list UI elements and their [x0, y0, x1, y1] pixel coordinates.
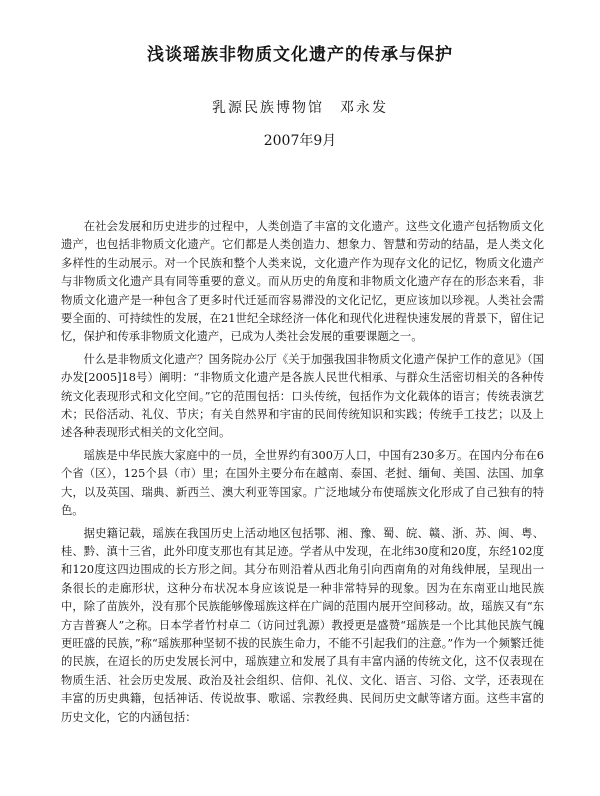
article-title: 浅谈瑶族非物质文化遗产的传承与保护 [147, 45, 453, 65]
paragraph-history: 据史籍记载，瑶族在我国历史上活动地区包括鄂、湘、豫、蜀、皖、赣、浙、苏、闽、粤、桂、黔、滇十三省，此外印度支那也有其足迹。学者从中发现，在北纬30度和20度，东经102度和120度这四边围成的长方形之间。其分布则沿着从西北角引向西南角的对角线伸展，呈现出一条很长的走廊形状，这种分布状况本身应该说是一种非常特异的现象。因为在东南亚山地民族中，除了苗族外，没有那个民族能够像瑶族这样在广阔的范围内展开空间移动。故，瑶族又有“东方吉普赛人”之称。日本学者竹村卓二（访问过乳源）教授更是盛赞“瑶族是一个比其他民族气魄更旺盛的民族，”称“瑶族那种坚韧不拔的民族生命力，不能不引起我们的注意。”作为一个频繁迁徙的民族，在迢长的历史发展长河中，瑶族建立和发展了具有丰富内涵的传统文化，这不仅表现在物质生活、社会历史发展、政治及社会组织、信仰、礼仪、文化、语言、习俗、文学，还表现在丰富的历史典籍，包括神话、传说故事、歌谣、宗教经典、民间历史文献等诸方面。这些丰富的历史文化，它的内涵包括： [61, 526, 544, 724]
paragraph-intro: 在社会发展和历史进步的过程中，人类创造了丰富的文化遗产。这些文化遗产包括物质文化遗产，也包括非物质文化遗产。它们都是人类创造力、想象力、智慧和劳动的结晶，是人类文化多样性的生动展示。对一个民族和整个人类来说，文化遗产作为现存文化的记忆，物质文化遗产与非物质文化遗产具有同等重要的意义。而从历史的角度和非物质文化遗产存在的形态来看，非物质文化遗产是一种包含了更多时代迁延而容易滞没的文化记忆，更应该加以珍视。人类社会需要全面的、可持续性的发展，在21世纪全球经济一体化和现代化进程快速发展的背景下，留住记忆，保护和传承非物质文化遗产，已成为人类社会发展的重要课题之一。 [61, 220, 544, 344]
article-body [61, 218, 544, 731]
paragraph-definition: 什么是非物质文化遗产？国务院办公厅《关于加强我国非物质文化遗产保护工作的意见》（国办发[2005]18号）阐明：“非物质文化遗产是各族人民世代相承、与群众生活密切相关的各种传统文化表现形式和文化空间。”它的范围包括：口头传统，包括作为文化载体的语言；传统表演艺术；民俗活动、礼仪、节庆；有关自然界和宇宙的民间传统知识和实践；传统手工技艺；以及上述各种表现形式相关的文化空间。 [61, 352, 544, 440]
article-date: 2007年9月 [263, 133, 337, 149]
article-author: 乳源民族博物馆 邓永发 [212, 100, 388, 116]
paragraph-distribution: 瑶族是中华民族大家庭中的一员，全世界约有300万人口，中国有230多万。在国内分布在6个省（区），125个县（市）里；在国外主要分布在越南、泰国、老挝、缅甸、美国、法国、加拿大，以及英国、瑞典、新西兰、澳大利亚等国家。广泛地域分布使瑶族文化形成了自己独有的特色。 [61, 448, 544, 518]
